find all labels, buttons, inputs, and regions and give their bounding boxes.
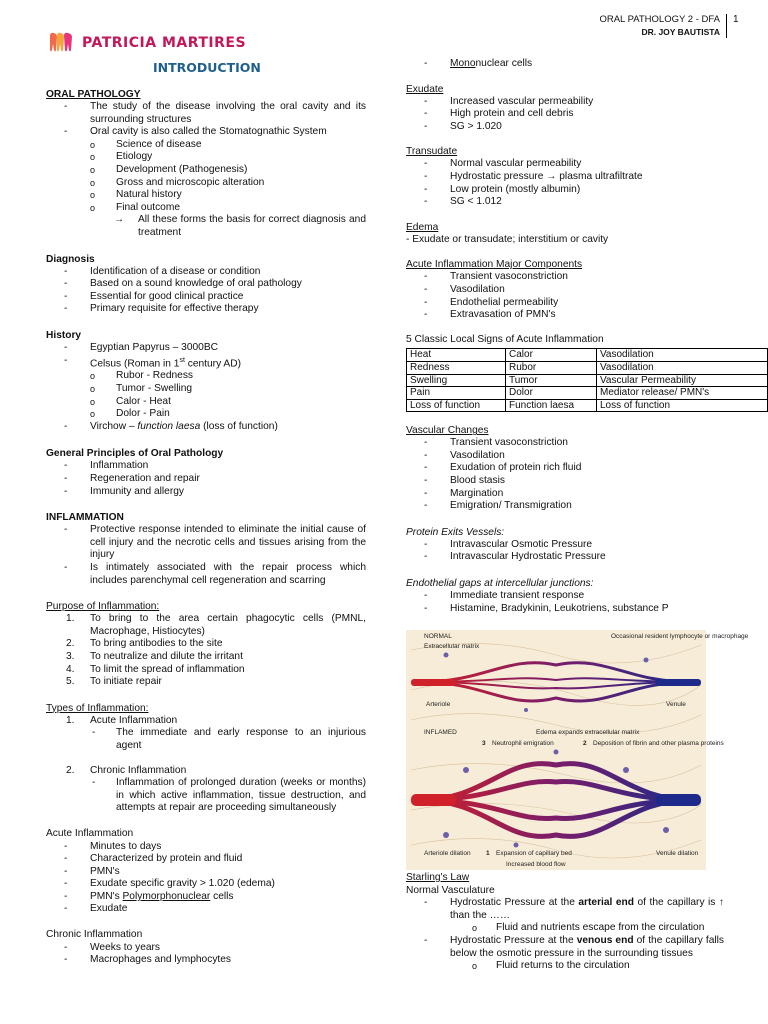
list-number: 2. (66, 764, 75, 776)
label-edema: Edema expands extracellular matrix (536, 729, 640, 736)
list-item: - Transient vasoconstriction (406, 437, 724, 450)
table-cell: Vasodilation (597, 349, 768, 362)
section-heading-edema: Edema (406, 221, 439, 233)
acute-components-list (406, 271, 724, 321)
purpose-list (46, 613, 366, 689)
list-item (46, 891, 366, 904)
list-item: o Dolor - Pain (46, 408, 366, 421)
signs-table (406, 348, 768, 412)
label-expansion: Expansion of capillary bed (496, 850, 572, 857)
author-logo (48, 32, 246, 54)
arrow-list (46, 214, 366, 239)
list-item (46, 355, 366, 371)
list-item: - Blood stasis (406, 475, 724, 488)
list-item: o Etiology (46, 151, 366, 164)
starling-list-2 (406, 935, 724, 960)
list-item: - Essential for good clinical practice (46, 291, 366, 304)
normal-vessels (411, 663, 701, 701)
section-heading-exudate: Exudate (406, 83, 444, 95)
list-item: - Extravasation of PMN's (406, 309, 724, 322)
list-text: Chronic Inflammation (90, 764, 187, 776)
text-fragment: century AD) (184, 357, 241, 369)
list-item: - Exudate specific gravity > 1.020 (edema) (46, 878, 366, 891)
list-item: - The immediate and early response to an injurious agent (46, 727, 366, 752)
table-cell: Vasodilation (597, 361, 768, 374)
history-sublist (46, 370, 366, 420)
list-item: - Intravascular Osmotic Pressure (406, 539, 724, 552)
label-venule: Venule (666, 701, 686, 708)
table-cell: Pain (407, 387, 506, 400)
list-item: - Vasodilation (406, 284, 724, 297)
list-item (46, 651, 366, 664)
section-heading-oral-pathology: ORAL PATHOLOGY (46, 89, 141, 100)
list-item: o Natural history (46, 189, 366, 202)
text-fragment: Virchow – (90, 420, 138, 432)
transudate-list (406, 158, 724, 208)
table-cell: Dolor (506, 387, 597, 400)
section-heading-principles: General Principles of Oral Pathology (46, 448, 224, 460)
list-item: - Histamine, Bradykinin, Leukotriens, substance P (406, 603, 724, 616)
tooth-icon (48, 32, 74, 54)
list-item (46, 613, 366, 638)
list-number: 2. (66, 638, 75, 650)
inflamed-vessels (411, 764, 701, 837)
list-text: To limit the spread of inflammation (90, 663, 245, 675)
list-item: - Oral cavity is also called the Stomatognathic System (46, 126, 366, 139)
list-item (406, 58, 724, 71)
list-item: o Tumor - Swelling (46, 383, 366, 396)
vascular-list (406, 437, 724, 513)
list-item: - Immunity and allergy (46, 486, 366, 499)
text-fragment: Celsus (Roman in 1 (90, 357, 180, 369)
course-title: ORAL PATHOLOGY 2 - DFA (599, 14, 720, 25)
list-item: - Exudation of protein rich fluid (406, 462, 724, 475)
list-item (46, 638, 366, 651)
list-item: - Normal vascular permeability (406, 158, 724, 171)
exudate-list (406, 96, 724, 134)
text-fragment: Hydrostatic Pressure at the (450, 934, 577, 946)
inflammation-figure (406, 630, 749, 870)
list-text: To bring antibodies to the site (90, 638, 223, 650)
list-item: - Transient vasoconstriction (406, 271, 724, 284)
table-cell: Function laesa (506, 399, 597, 412)
list-item: - The study of the disease involving the oral cavity and its surrounding structures (46, 101, 366, 126)
list-item: - Margination (406, 488, 724, 501)
list-item: - SG < 1.012 (406, 196, 724, 209)
list-item (46, 676, 366, 689)
table-cell: Rubor (506, 361, 597, 374)
section-heading-starling: Starling's Law (406, 872, 470, 883)
list-item (46, 715, 366, 728)
text-fragment: Hydrostatic Pressure at the (450, 897, 579, 909)
table-cell: Tumor (506, 374, 597, 387)
list-item: - High protein and cell debris (406, 108, 724, 121)
list-item: - Based on a sound knowledge of oral pathology (46, 278, 366, 291)
protein-list (406, 539, 724, 564)
starling-list (406, 897, 724, 922)
section-heading-chronic: Chronic Inflammation (46, 929, 143, 941)
list-item: - PMN's (46, 866, 366, 879)
section-heading-diagnosis: Diagnosis (46, 253, 95, 265)
table-cell: Vascular Permeability (597, 374, 768, 387)
section-heading-protein: Protein Exits Vessels: (406, 526, 505, 538)
types-list (46, 715, 366, 728)
label-inflamed: INFLAMED (424, 729, 457, 736)
list-item: - Low protein (mostly albumin) (406, 184, 724, 197)
section-heading-signs: 5 Classic Local Signs of Acute Inflammation (406, 333, 604, 345)
table-row (407, 387, 768, 400)
label-normal: NORMAL (424, 633, 452, 640)
table-cell: Heat (407, 349, 506, 362)
diagnosis-list (46, 266, 366, 316)
table-cell: Loss of function (597, 399, 768, 412)
types-sublist-2 (46, 777, 366, 815)
list-item (46, 664, 366, 677)
list-item: - Endothelial permeability (406, 297, 724, 310)
label-extracellular-matrix: Extracellular matrix (424, 643, 480, 650)
list-number: 5. (66, 676, 75, 688)
types-list-2 (46, 765, 366, 778)
chronic-list (46, 942, 366, 967)
table-row (407, 361, 768, 374)
table-cell: Loss of function (407, 399, 506, 412)
text-fragment: PMN's (90, 890, 123, 902)
oral-pathology-sublist (46, 139, 366, 215)
list-text: Acute Inflammation (90, 714, 178, 726)
label-neutrophil: Neutrophil emigration (492, 740, 554, 747)
label-arteriole-dilation: Arteriole dilation (424, 850, 471, 857)
bold-text: arterial end (578, 897, 634, 909)
history-list (46, 342, 366, 371)
label-step-3: 3 (482, 740, 486, 747)
history-list-2 (46, 421, 366, 434)
table-row (407, 349, 768, 362)
list-item: o Gross and microscopic alteration (46, 177, 366, 190)
list-item: - Hydrostatic pressure → plasma ultrafiltrate (406, 171, 724, 184)
list-item: - SG > 1.020 (406, 121, 724, 134)
author-name: PATRICIA MARTIRES (82, 35, 247, 51)
list-item: - Egyptian Papyrus – 3000BC (46, 342, 366, 355)
list-item: o Development (Pathogenesis) (46, 164, 366, 177)
section-heading-purpose: Purpose of Inflammation: (46, 601, 160, 613)
list-item: → All these forms the basis for correct diagnosis and treatment (46, 214, 366, 239)
list-item: o Fluid returns to the circulation (406, 960, 724, 973)
table-row (407, 374, 768, 387)
signs-table-body (407, 349, 768, 412)
text-fragment: of the capillary falls below the osmotic pressure in the surrounding tissues (450, 934, 724, 959)
label-arteriole: Arteriole (426, 701, 451, 708)
section-heading-gaps: Endothelial gaps at intercellular junctions: (406, 578, 594, 590)
gaps-list (406, 590, 724, 615)
types-sublist-1 (46, 727, 366, 752)
acute-list (46, 841, 366, 917)
list-item: o Rubor - Redness (46, 370, 366, 383)
principles-list (46, 460, 366, 498)
table-row (407, 399, 768, 412)
table-cell: Mediator release/ PMN's (597, 387, 768, 400)
list-item: o Calor - Heat (46, 396, 366, 409)
list-item: - Identification of a disease or condition (46, 266, 366, 279)
section-heading-history: History (46, 329, 82, 341)
list-item: - Primary requisite for effective therapy (46, 303, 366, 316)
edema-text: - Exudate or transudate; interstitium or cavity (406, 233, 609, 245)
label-blood-flow: Increased blood flow (506, 861, 566, 868)
text-fragment: (loss of function) (200, 420, 278, 432)
page-title: INTRODUCTION (153, 60, 261, 75)
list-number: 1. (66, 613, 75, 625)
text-fragment: nuclear cells (475, 58, 533, 69)
list-number: 3. (66, 650, 75, 662)
label-venule-dilation: Venule dilation (656, 850, 699, 857)
label-deposition: Deposition of fibrin and other plasma proteins (593, 740, 724, 747)
list-item: - Intravascular Hydrostatic Pressure (406, 551, 724, 564)
starling-sublist-2 (406, 960, 724, 973)
list-item: - Vasodilation (406, 450, 724, 463)
page-number: 1 (726, 14, 739, 38)
oral-pathology-list (46, 101, 366, 139)
list-item: - Immediate transient response (406, 590, 724, 603)
list-text: To neutralize and dilute the irritant (90, 650, 243, 662)
instructor-name: DR. JOY BAUTISTA (641, 27, 720, 37)
label-step-1: 1 (486, 850, 490, 857)
list-item: - Increased vascular permeability (406, 96, 724, 109)
mononuclear-list (406, 58, 724, 71)
section-heading-acute: Acute Inflammation (46, 827, 134, 839)
list-text: To bring to the area certain phagocytic cells (PMNL, Macrophage, Histiocytes) (90, 613, 366, 637)
list-item: - Inflammation of prolonged duration (weeks or months) in which active inflammation, tissue destruction, and attempts at repair are proceeding simultaneously (46, 777, 366, 815)
table-cell: Redness (407, 361, 506, 374)
list-item: - Inflammation (46, 460, 366, 473)
list-item: - Emigration/ Transmigration (406, 500, 724, 513)
underlined-text: Polymorphonuclear (122, 890, 211, 902)
running-header (599, 14, 720, 38)
list-item: - Macrophages and lymphocytes (46, 954, 366, 967)
list-item: o Fluid and nutrients escape from the circulation (406, 922, 724, 935)
section-heading-inflammation: INFLAMMATION (46, 512, 124, 524)
starling-section (406, 872, 724, 973)
label-resident-cell: Occasional resident lymphocyte or macrophage (611, 633, 749, 640)
italic-text: function laesa (137, 420, 201, 432)
starling-subheading: Normal Vasculature (406, 884, 495, 896)
list-text: To initiate repair (90, 676, 162, 688)
section-heading-vascular: Vascular Changes (406, 425, 489, 437)
text-fragment: cells (210, 890, 234, 902)
left-column (46, 88, 366, 967)
vasculature-illustration (406, 630, 749, 870)
list-item (46, 421, 366, 434)
bold-text: venous end (576, 934, 634, 946)
list-item: - Protective response intended to eliminate the initial cause of cell injury and the necrotic cells and tissues arising from the injury (46, 524, 366, 562)
list-item (46, 765, 366, 778)
starling-sublist-1 (406, 922, 724, 935)
list-number: 1. (66, 714, 75, 726)
list-item: - Exudate (46, 903, 366, 916)
list-item (406, 897, 724, 922)
list-item (406, 935, 724, 960)
list-item: - Is intimately associated with the repair process which includes parenchymal cell regeneration and scarring (46, 562, 366, 587)
superscript: st (179, 356, 185, 364)
section-heading-acute-components: Acute Inflammation Major Components (406, 259, 583, 271)
list-item: - Minutes to days (46, 841, 366, 854)
list-item: - Characterized by protein and fluid (46, 853, 366, 866)
list-item: o Science of disease (46, 139, 366, 152)
underlined-text: Mono (450, 58, 476, 69)
list-number: 4. (66, 663, 75, 675)
text-fragment: of the capillary is ↑ than the …… (450, 897, 724, 921)
inflammation-list (46, 524, 366, 587)
list-item: - Weeks to years (46, 942, 366, 955)
right-column (406, 58, 724, 615)
section-heading-transudate: Transudate (406, 146, 458, 158)
table-cell: Swelling (407, 374, 506, 387)
section-heading-types: Types of Inflammation: (46, 702, 149, 714)
list-item: - Regeneration and repair (46, 473, 366, 486)
label-step-2: 2 (583, 740, 587, 747)
table-cell: Calor (506, 349, 597, 362)
list-item: o Final outcome (46, 202, 366, 215)
